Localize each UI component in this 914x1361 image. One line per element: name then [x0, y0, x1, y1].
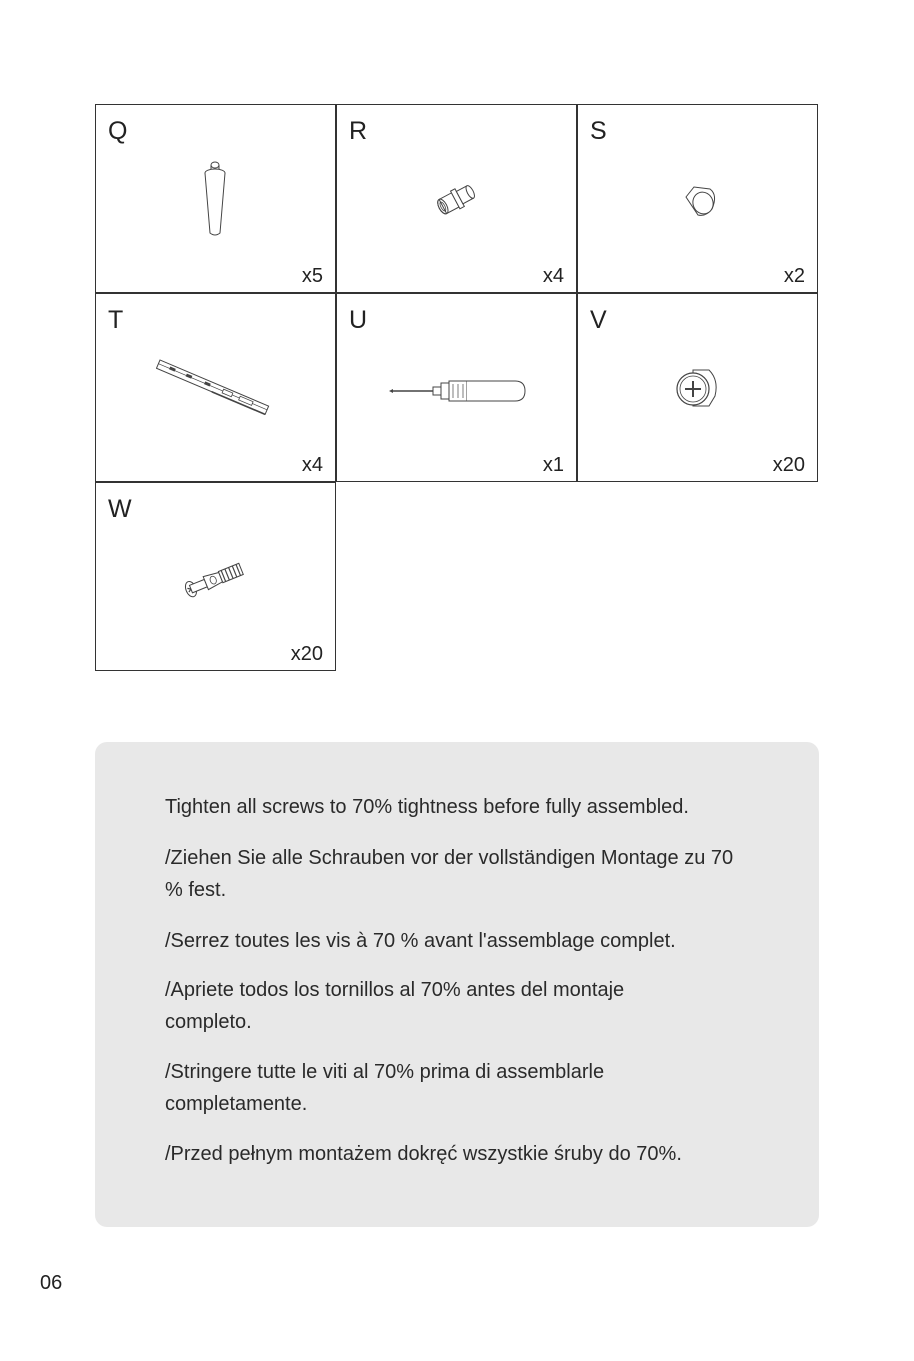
parts-grid	[95, 104, 819, 671]
part-quantity: x4	[301, 454, 323, 476]
part-cell-q	[95, 104, 336, 293]
part-cell-r	[336, 104, 577, 293]
page-number: 06	[40, 1272, 63, 1294]
note-line-es: /Apriete todos los tornillos al 70% antes del montaje completo.	[165, 979, 625, 1033]
part-quantity: x20	[290, 643, 323, 665]
part-quantity: x2	[783, 265, 805, 287]
note-line-de: /Ziehen Sie alle Schrauben vor der vollständigen Montage zu 70 % fest.	[165, 847, 734, 901]
cam-bolt-icon	[181, 559, 251, 599]
part-letter: U	[349, 306, 368, 334]
cap-icon	[680, 183, 720, 219]
note-line-en: Tighten all screws to 70% tightness before fully assembled.	[165, 796, 689, 818]
drawer-slide-rail-icon	[156, 352, 276, 422]
tightening-note-box	[95, 742, 819, 1227]
part-quantity: x4	[542, 265, 564, 287]
note-line-pl: /Przed pełnym montażem dokręć wszystkie śruby do 70%.	[165, 1143, 682, 1165]
part-letter: T	[108, 306, 124, 334]
part-letter: W	[108, 495, 132, 523]
part-cell-s	[577, 104, 818, 293]
screwdriver-icon	[387, 378, 527, 404]
part-letter: R	[349, 117, 368, 145]
connector-bolt-icon	[432, 179, 482, 219]
part-cell-t	[95, 293, 336, 482]
note-line-fr: /Serrez toutes les vis à 70 % avant l'assemblage complet.	[165, 930, 676, 952]
part-cell-w	[95, 482, 336, 671]
furniture-leg-icon	[196, 160, 236, 240]
part-cell-u	[336, 293, 577, 482]
part-quantity: x20	[772, 454, 805, 476]
part-letter: V	[590, 306, 607, 334]
part-letter: S	[590, 117, 607, 145]
part-quantity: x1	[542, 454, 564, 476]
note-line-it: /Stringere tutte le viti al 70% prima di assemblarle completamente.	[165, 1061, 605, 1115]
part-cell-v	[577, 293, 818, 482]
part-quantity: x5	[301, 265, 323, 287]
part-letter: Q	[108, 117, 128, 145]
cam-lock-icon	[673, 364, 723, 414]
